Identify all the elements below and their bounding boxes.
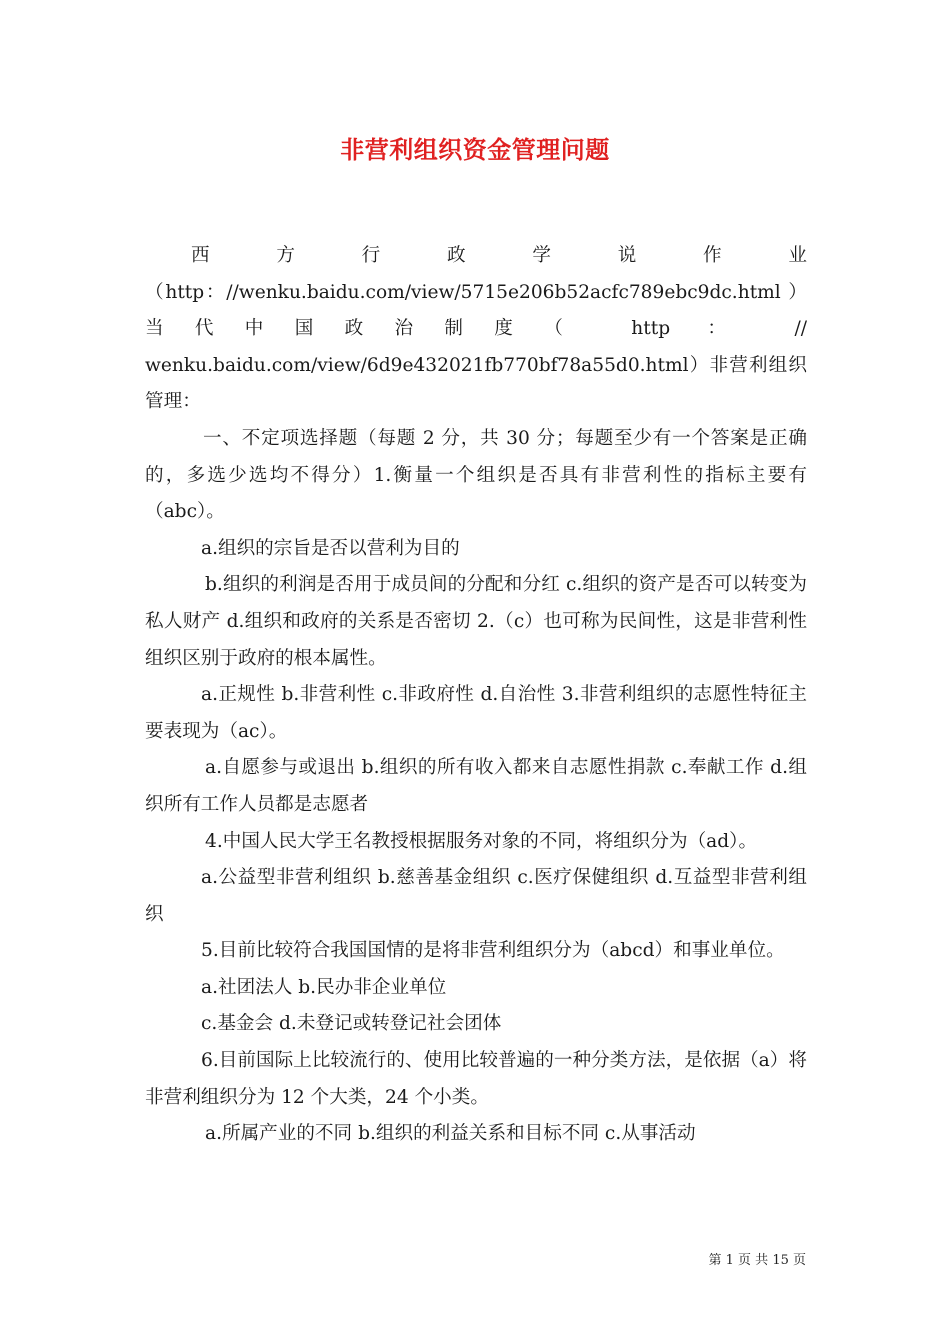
paragraph-option: a.公益型非营利组织 b.慈善基金组织 c.医疗保健组织 d.互益型非营利组织: [145, 867, 807, 925]
paragraph-question: 4.中国人民大学王名教授根据服务对象的不同，将组织分为（ad）。: [205, 830, 758, 852]
paragraph-question: 6.目前国际上比较流行的、使用比较普遍的一种分类方法，是依据（a）将非营利组织分为 12 个大类，24 个小类。: [145, 1050, 807, 1108]
paragraph-option: b.组织的利润是否用于成员间的分配和分红 c.组织的资产是否可以转变为私人财产 d.组织和政府的关系是否密切 2.（c）也可称为民间性，这是非营利性组织区别于政府的根本属性。: [145, 574, 807, 669]
paragraph-intro: 西方行政学说作业（http：//wenku.baidu.com/view/5715e206b52acfc789ebc9dc.html ）当代中国政治制度（ http ： // wenku.baidu.com/view/6d9e432021fb770bf78a55d0.html）非营利组织管理：: [145, 245, 807, 413]
paragraph-option: c.基金会 d.未登记或转登记社会团体: [201, 1013, 502, 1035]
paragraph-option: a.所属产业的不同 b.组织的利益关系和目标不同 c.从事活动: [205, 1123, 696, 1145]
document-title: 非营利组织资金管理问题: [340, 135, 610, 164]
document-body: [145, 238, 807, 1153]
paragraph-option: a.自愿参与或退出 b.组织的所有收入都来自志愿性捐款 c.奉献工作 d.组织所有工作人员都是志愿者: [145, 757, 807, 815]
paragraph-option: a.组织的宗旨是否以营利为目的: [201, 537, 460, 559]
paragraph-question: 5.目前比较符合我国国情的是将非营利组织分为（abcd）和事业单位。: [201, 940, 785, 962]
paragraph-option: a.社团法人 b.民办非企业单位: [201, 976, 447, 998]
paragraph-option: a.正规性 b.非营利性 c.非政府性 d.自治性 3.非营利组织的志愿性特征主要表现为（ac）。: [145, 684, 807, 742]
paragraph-section-1: 一、不定项选择题（每题 2 分，共 30 分；每题至少有一个答案是正确的，多选少选均不得分）1.衡量一个组织是否具有非营利性的指标主要有（abc）。: [145, 427, 807, 523]
page-number-footer: 第 1 页 共 15 页: [708, 1253, 806, 1268]
